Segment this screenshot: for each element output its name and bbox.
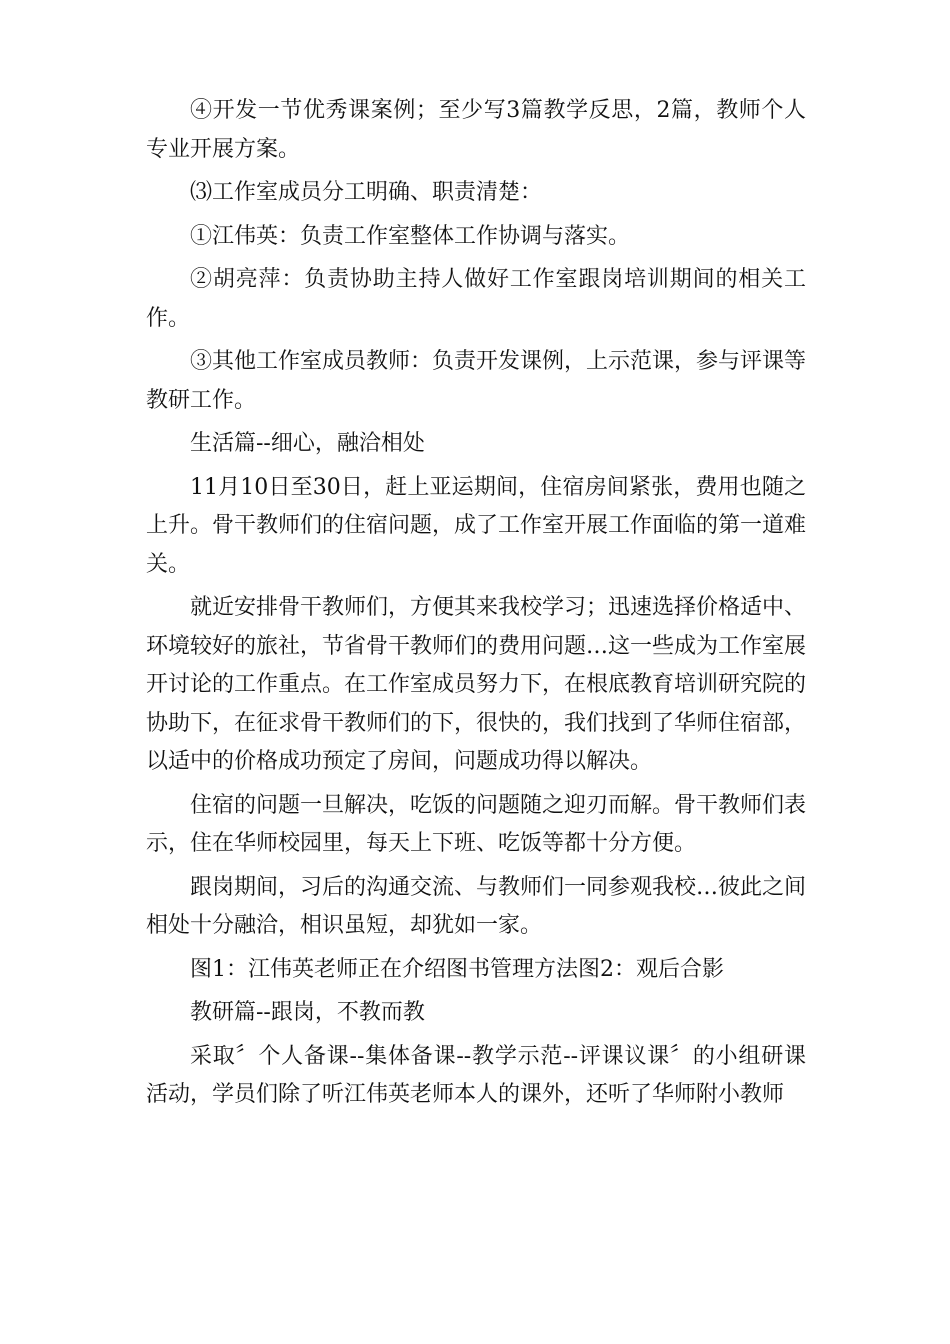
paragraph-research-activity: 采取〞个人备课--集体备课--教学示范--评课议课〞的小组研课活动，学员们除了听江伟英老师本人的课外，还听了华师附小教师 (146, 1043, 806, 1107)
section-heading-research: 教研篇--跟岗，不教而教 (190, 1000, 425, 1025)
paragraph-accommodation-problem: 11月10日至30日，赶上亚运期间，住宿房间紧张，费用也随之上升。骨干教师们的住宿问题，成了工作室开展工作面临的第一道难关。 (146, 474, 807, 577)
paragraph-develop-case: ④开发一节优秀课案例；至少写3篇教学反思，2篇，教师个人专业开展方案。 (146, 98, 806, 162)
section-heading-life: 生活篇--细心，融洽相处 (190, 431, 425, 456)
figure-captions: 图1：江伟英老师正在介绍图书管理方法图2：观后合影 (190, 956, 724, 982)
paragraph-hu-liangping-duty: ②胡亮萍：负责协助主持人做好工作室跟岗培训期间的相关工作。 (146, 267, 806, 331)
paragraph-meals: 住宿的问题一旦解决，吃饭的问题随之迎刃而解。骨干教师们表示，住在华师校园里，每天上下班、吃饭等都十分方便。 (146, 792, 807, 856)
paragraph-other-members-duty: ③其他工作室成员教师：负责开发课例，上示范课，参与评课等教研工作。 (146, 349, 807, 413)
paragraph-harmony: 跟岗期间，习后的沟通交流、与教师们一同参观我校…彼此之间相处十分融洽，相识虽短，却犹如一家。 (146, 874, 807, 938)
paragraph-jiang-weiying-duty: ①江伟英：负责工作室整体工作协调与落实。 (190, 223, 631, 249)
paragraph-accommodation-solution: 就近安排骨干教师们，方便其来我校学习；迅速选择价格适中、环境较好的旅社，节省骨干教师们的费用问题…这一些成为工作室展开讨论的工作重点。在工作室成员努力下，在根底教育培训研究院的协助下，在征求骨干教师们的下，很快的，我们找到了华师住宿部，以适中的价格成功预定了房间，问题成功得以解决。 (146, 595, 807, 774)
paragraph-member-division-heading: ⑶工作室成员分工明确、职责清楚： (190, 180, 543, 205)
document-body (146, 92, 806, 1120)
